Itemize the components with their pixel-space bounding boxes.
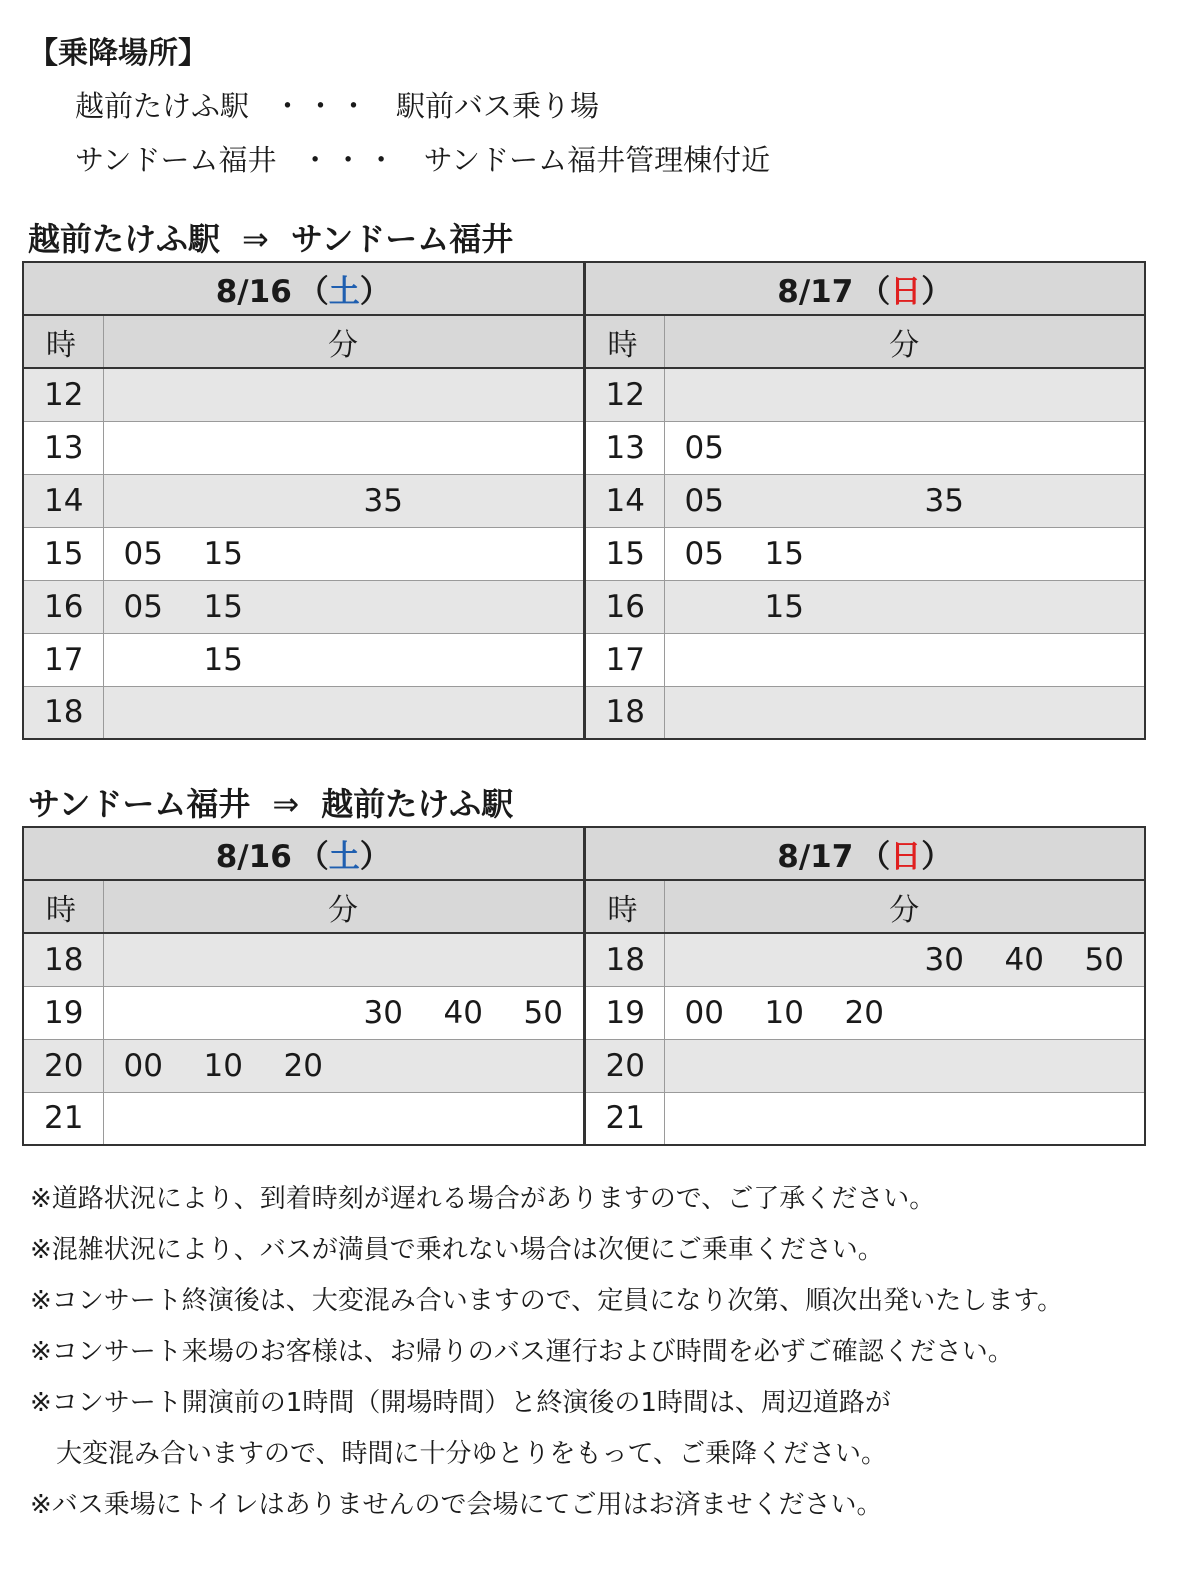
- hour-cell: 21: [23, 1092, 103, 1145]
- route-to: サンドーム福井: [290, 220, 514, 258]
- location-spot: サンドーム福井管理棟付近: [423, 143, 771, 177]
- hour-cell: 13: [23, 421, 103, 474]
- note-line: ※道路状況により、到着時刻が遅れる場合がありますので、ご了承ください。: [30, 1184, 936, 1214]
- table-row: [23, 527, 1145, 580]
- minutes-cell: [664, 368, 1145, 421]
- hour-cell: 15: [584, 527, 664, 580]
- minutes-cell: [103, 1039, 584, 1092]
- departure-minute: 05: [684, 535, 724, 572]
- hour-cell: 12: [23, 368, 103, 421]
- minutes-cell: [103, 1092, 584, 1145]
- location-spot: 駅前バス乗り場: [396, 89, 600, 123]
- minutes-cell: [103, 474, 584, 527]
- minute-column-header: 分: [103, 880, 584, 933]
- date-header: [23, 827, 584, 880]
- date-text: 8/17: [777, 839, 854, 875]
- hour-column-header: 時: [23, 315, 103, 368]
- note-line: 大変混み合いますので、時間に十分ゆとりをもって、ご乗降ください。: [30, 1439, 887, 1469]
- minute-column-header: 分: [664, 880, 1145, 933]
- departure-minute: 50: [1084, 941, 1124, 978]
- day-of-week: 土: [328, 839, 360, 875]
- table-row: [23, 933, 1145, 986]
- departure-minute: 15: [203, 588, 243, 625]
- location-place: サンドーム福井: [75, 143, 277, 177]
- minutes-cell: [664, 580, 1145, 633]
- departure-minute: 35: [924, 482, 964, 519]
- minutes-cell: [103, 986, 584, 1039]
- hour-cell: 18: [584, 933, 664, 986]
- note-line: ※コンサート来場のお客様は、お帰りのバス運行および時間を必ずご確認ください。: [30, 1337, 1014, 1367]
- note-line: ※コンサート開演前の1時間（開場時間）と終演後の1時間は、周辺道路が: [30, 1388, 891, 1418]
- day-of-week: 日: [890, 839, 922, 875]
- arrow-icon: ⇒: [272, 785, 300, 823]
- route-to: 越前たけふ駅: [321, 785, 514, 823]
- date-header: [584, 262, 1145, 315]
- departure-minute: 20: [844, 994, 884, 1031]
- departure-minute: 30: [924, 941, 964, 978]
- minutes-cell: [103, 633, 584, 686]
- departure-minute: 10: [203, 1047, 243, 1084]
- timetable-return: [22, 826, 1146, 1146]
- table-row: [23, 368, 1145, 421]
- hour-cell: 20: [584, 1039, 664, 1092]
- route-title-return: [28, 779, 513, 825]
- note-line: ※バス乗場にトイレはありませんので会場にてご用はお済ませください。: [30, 1490, 883, 1520]
- route-title-outbound: [28, 214, 513, 260]
- departure-minute: 15: [764, 535, 804, 572]
- hour-cell: 15: [23, 527, 103, 580]
- paren-open: （: [859, 839, 891, 875]
- hour-cell: 18: [23, 933, 103, 986]
- boarding-heading: 【乗降場所】: [28, 36, 208, 71]
- hour-cell: 21: [584, 1092, 664, 1145]
- departure-minute: 20: [283, 1047, 323, 1084]
- departure-minute: 35: [363, 482, 403, 519]
- minute-column-header: 分: [103, 315, 584, 368]
- departure-minute: 00: [123, 1047, 163, 1084]
- hour-cell: 19: [584, 986, 664, 1039]
- paren-close: ）: [921, 274, 953, 310]
- minutes-cell: [103, 686, 584, 739]
- hour-cell: 18: [23, 686, 103, 739]
- minutes-cell: [664, 421, 1145, 474]
- table-row: [23, 474, 1145, 527]
- date-text: 8/16: [215, 274, 292, 310]
- arrow-icon: ⇒: [242, 220, 269, 258]
- minutes-cell: [664, 1092, 1145, 1145]
- day-of-week: 日: [890, 274, 922, 310]
- note-line: ※混雑状況により、バスが満員で乗れない場合は次便にご乗車ください。: [30, 1235, 884, 1265]
- date-header: [584, 827, 1145, 880]
- date-text: 8/16: [215, 839, 292, 875]
- table-row: [23, 580, 1145, 633]
- paren-open: （: [297, 274, 329, 310]
- hour-cell: 17: [23, 633, 103, 686]
- dots-separator: ・・・: [300, 143, 400, 177]
- hour-cell: 18: [584, 686, 664, 739]
- minutes-cell: [664, 1039, 1145, 1092]
- table-row: [23, 1039, 1145, 1092]
- location-place: 越前たけふ駅: [75, 89, 250, 123]
- location-row: [75, 138, 770, 179]
- minutes-cell: [664, 474, 1145, 527]
- table-row: [23, 686, 1145, 739]
- minutes-cell: [664, 933, 1145, 986]
- date-text: 8/17: [777, 274, 854, 310]
- route-from: 越前たけふ駅: [28, 220, 221, 258]
- table-row: [23, 986, 1145, 1039]
- minutes-cell: [664, 527, 1145, 580]
- minutes-cell: [103, 527, 584, 580]
- paren-close: ）: [359, 274, 391, 310]
- minutes-cell: [103, 421, 584, 474]
- minutes-cell: [103, 368, 584, 421]
- hour-cell: 17: [584, 633, 664, 686]
- minute-column-header: 分: [664, 315, 1145, 368]
- dots-separator: ・・・: [273, 89, 373, 123]
- minutes-cell: [664, 986, 1145, 1039]
- departure-minute: 40: [1004, 941, 1044, 978]
- day-of-week: 土: [328, 274, 360, 310]
- hour-cell: 14: [584, 474, 664, 527]
- timetable-outbound: [22, 261, 1146, 740]
- paren-open: （: [297, 839, 329, 875]
- departure-minute: 40: [443, 994, 483, 1031]
- hour-column-header: 時: [584, 315, 664, 368]
- hour-cell: 20: [23, 1039, 103, 1092]
- hour-cell: 19: [23, 986, 103, 1039]
- departure-minute: 05: [684, 429, 724, 466]
- location-row: [75, 84, 599, 125]
- hour-cell: 12: [584, 368, 664, 421]
- minutes-cell: [103, 580, 584, 633]
- date-header: [23, 262, 584, 315]
- departure-minute: 05: [123, 535, 163, 572]
- departure-minute: 30: [363, 994, 403, 1031]
- departure-minute: 05: [684, 482, 724, 519]
- departure-minute: 15: [203, 641, 243, 678]
- departure-minute: 15: [203, 535, 243, 572]
- departure-minute: 50: [523, 994, 563, 1031]
- table-row: [23, 1092, 1145, 1145]
- minutes-cell: [664, 633, 1145, 686]
- minutes-cell: [103, 933, 584, 986]
- departure-minute: 15: [764, 588, 804, 625]
- minutes-cell: [664, 686, 1145, 739]
- note-line: ※コンサート終演後は、大変混み合いますので、定員になり次第、順次出発いたします。: [30, 1286, 1064, 1316]
- table-row: [23, 421, 1145, 474]
- hour-cell: 16: [584, 580, 664, 633]
- hour-cell: 14: [23, 474, 103, 527]
- paren-close: ）: [921, 839, 953, 875]
- route-from: サンドーム福井: [28, 785, 251, 823]
- hour-cell: 13: [584, 421, 664, 474]
- departure-minute: 10: [764, 994, 804, 1031]
- table-row: [23, 633, 1145, 686]
- departure-minute: 05: [123, 588, 163, 625]
- hour-column-header: 時: [23, 880, 103, 933]
- departure-minute: 00: [684, 994, 724, 1031]
- paren-close: ）: [359, 839, 391, 875]
- hour-column-header: 時: [584, 880, 664, 933]
- paren-open: （: [859, 274, 891, 310]
- hour-cell: 16: [23, 580, 103, 633]
